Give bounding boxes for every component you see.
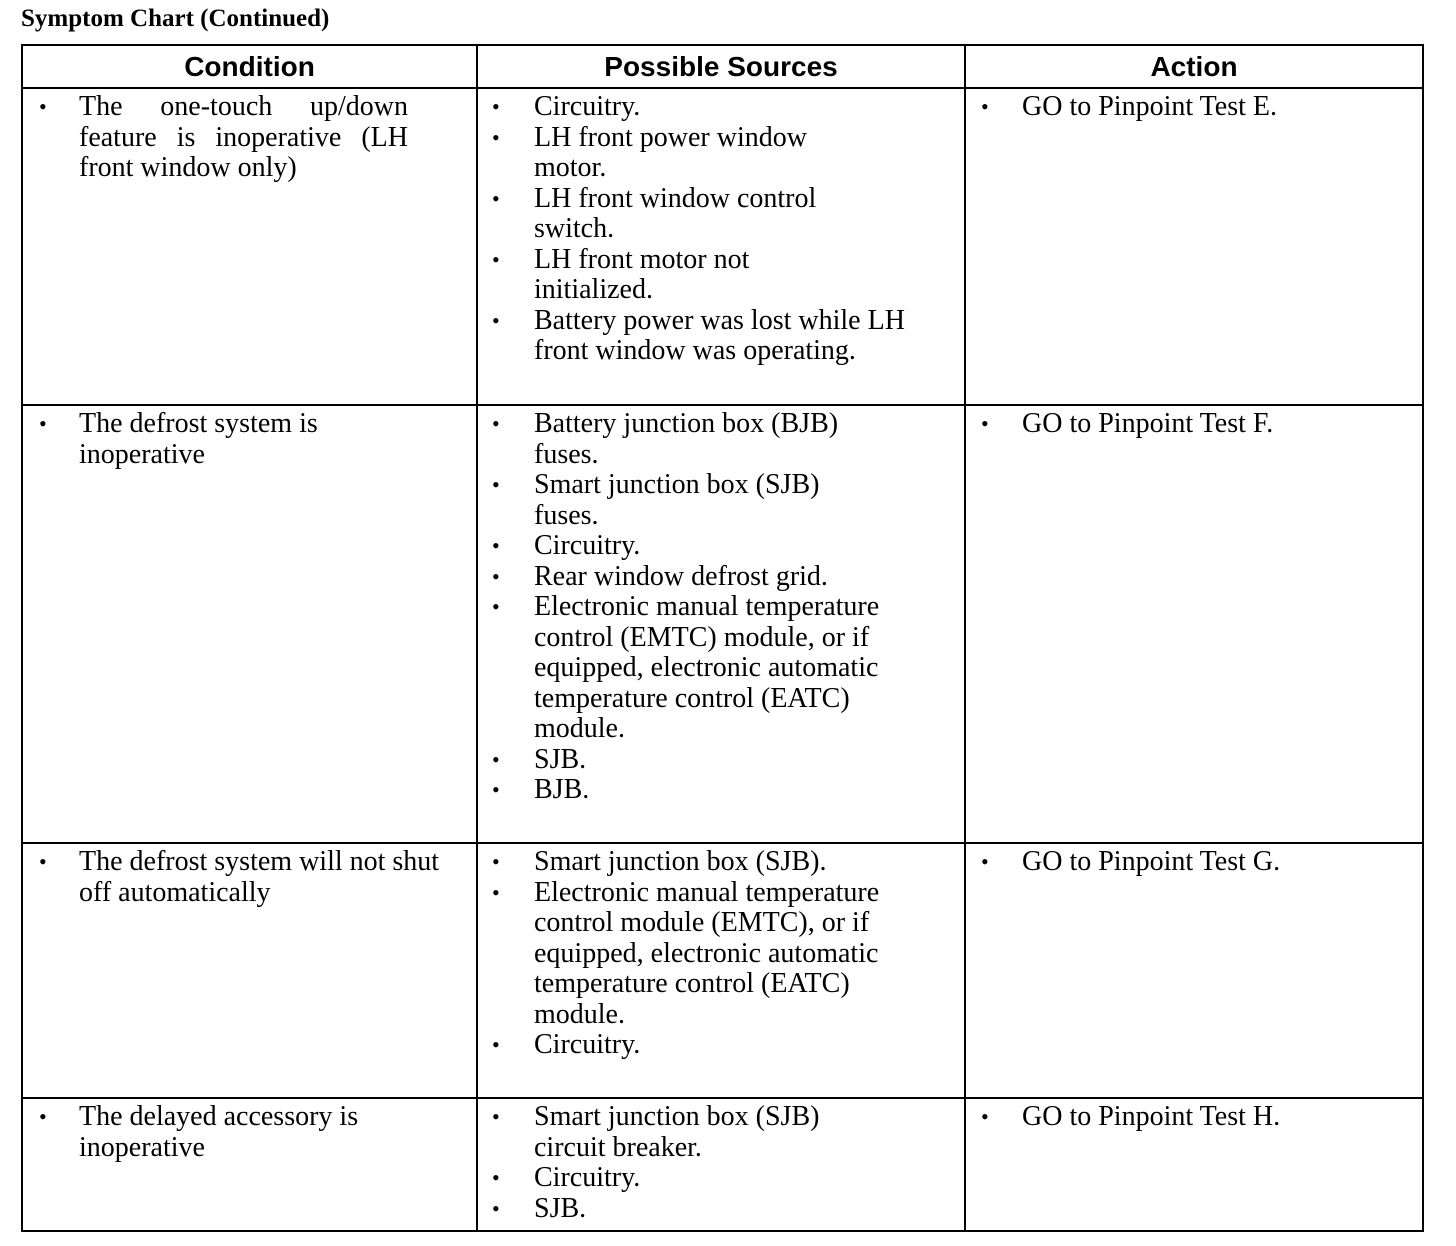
list-item bbox=[478, 531, 964, 562]
bullet-icon: • bbox=[39, 1104, 47, 1129]
bullet-icon: • bbox=[981, 1104, 989, 1129]
bullet-icon: • bbox=[492, 1165, 500, 1190]
bullet-icon: • bbox=[492, 185, 500, 211]
list-item bbox=[478, 745, 964, 776]
list-item bbox=[478, 1163, 964, 1194]
table-row bbox=[22, 1098, 1423, 1231]
condition-cell bbox=[22, 843, 477, 1098]
bullet-icon: • bbox=[492, 594, 500, 619]
bullet-icon: • bbox=[492, 849, 500, 874]
bullet-icon: • bbox=[981, 411, 989, 436]
bullet-icon: • bbox=[492, 1032, 500, 1057]
action-text: GO to Pinpoint Test F. bbox=[1022, 408, 1274, 439]
bullet-icon: • bbox=[492, 411, 500, 436]
action-text: GO to Pinpoint Test E. bbox=[1022, 91, 1277, 122]
table-row bbox=[22, 88, 1423, 405]
action-cell bbox=[965, 843, 1423, 1098]
list-item bbox=[478, 409, 964, 470]
action-text: GO to Pinpoint Test H. bbox=[1022, 1101, 1281, 1132]
source-text: Smart junction box (SJB). bbox=[534, 846, 827, 877]
bullet-icon: • bbox=[492, 1104, 500, 1129]
list-item bbox=[478, 306, 964, 367]
source-text: LH front motor not initialized. bbox=[534, 243, 750, 305]
bullet-icon: • bbox=[492, 563, 500, 589]
condition-cell bbox=[22, 1098, 477, 1231]
list-item bbox=[478, 878, 964, 1031]
list-item bbox=[23, 409, 476, 470]
list-item bbox=[478, 92, 964, 123]
chart-title: Symptom Chart (Continued) bbox=[21, 5, 330, 32]
table-row bbox=[22, 405, 1423, 843]
condition-cell bbox=[22, 405, 477, 843]
bullet-icon: • bbox=[492, 94, 500, 119]
source-text: SJB. bbox=[534, 1192, 587, 1224]
list-item bbox=[966, 1102, 1422, 1133]
sources-cell bbox=[477, 843, 965, 1098]
bullet-icon: • bbox=[981, 94, 989, 119]
list-item bbox=[478, 847, 964, 878]
source-text: SJB. bbox=[534, 743, 587, 775]
list-item bbox=[478, 775, 964, 806]
list-item bbox=[478, 1102, 964, 1163]
action-header: Action bbox=[965, 45, 1423, 88]
source-text: Smart junction box (SJB) fuses. bbox=[534, 469, 820, 531]
bullet-icon: • bbox=[39, 411, 47, 436]
bullet-icon: • bbox=[492, 472, 500, 497]
list-item bbox=[478, 1194, 964, 1225]
source-text: Battery power was lost while LH front window was operating. bbox=[534, 304, 905, 366]
source-text: Circuitry. bbox=[534, 1029, 641, 1060]
list-item bbox=[478, 245, 964, 306]
bullet-icon: • bbox=[492, 746, 500, 772]
action-cell bbox=[965, 1098, 1423, 1231]
source-text: Circuitry. bbox=[534, 530, 641, 561]
possible-sources-header: Possible Sources bbox=[477, 45, 965, 88]
header-row bbox=[22, 45, 1423, 88]
list-item bbox=[478, 562, 964, 593]
bullet-icon: • bbox=[492, 777, 500, 802]
source-text: BJB. bbox=[534, 774, 590, 805]
list-item bbox=[23, 847, 476, 908]
source-text: Smart junction box (SJB) circuit breaker. bbox=[534, 1101, 820, 1163]
source-text: Circuitry. bbox=[534, 1162, 641, 1193]
condition-text: The defrost system is inoperative bbox=[79, 408, 318, 470]
bullet-icon: • bbox=[39, 849, 47, 874]
condition-text: The delayed accessory is inoperative bbox=[79, 1101, 359, 1163]
list-item bbox=[478, 184, 964, 245]
action-cell bbox=[965, 405, 1423, 843]
bullet-icon: • bbox=[39, 94, 47, 119]
list-item bbox=[966, 847, 1422, 878]
action-text: GO to Pinpoint Test G. bbox=[1022, 846, 1281, 877]
bullet-icon: • bbox=[981, 849, 989, 874]
symptom-table bbox=[21, 44, 1424, 1232]
bullet-icon: • bbox=[492, 246, 500, 272]
source-text: LH front power window motor. bbox=[534, 121, 807, 183]
source-text: Rear window defrost grid. bbox=[534, 560, 828, 592]
bullet-icon: • bbox=[492, 124, 500, 150]
condition-header: Condition bbox=[22, 45, 477, 88]
sources-cell bbox=[477, 88, 965, 405]
list-item bbox=[478, 1030, 964, 1061]
list-item bbox=[966, 409, 1422, 440]
bullet-icon: • bbox=[492, 533, 500, 558]
source-text: Battery junction box (BJB) fuses. bbox=[534, 408, 839, 470]
list-item bbox=[23, 92, 476, 184]
bullet-icon: • bbox=[492, 307, 500, 333]
condition-text: The defrost system will not shut off automatically bbox=[79, 846, 440, 908]
table-row bbox=[22, 843, 1423, 1098]
action-cell bbox=[965, 88, 1423, 405]
list-item bbox=[966, 92, 1422, 123]
source-text: Circuitry. bbox=[534, 91, 641, 122]
condition-cell bbox=[22, 88, 477, 405]
bullet-icon: • bbox=[492, 1195, 500, 1221]
sources-cell bbox=[477, 1098, 965, 1231]
source-text: LH front window control switch. bbox=[534, 182, 817, 244]
source-text: Electronic manual temperature control (EMTC) module, or if equipped, electronic automatic temperature control (EATC) module. bbox=[534, 591, 880, 744]
list-item bbox=[23, 1102, 476, 1163]
list-item bbox=[478, 470, 964, 531]
list-item bbox=[478, 592, 964, 745]
list-item bbox=[478, 123, 964, 184]
sources-cell bbox=[477, 405, 965, 843]
bullet-icon: • bbox=[492, 879, 500, 905]
source-text: Electronic manual temperature control module (EMTC), or if equipped, electronic automatic temperature control (EATC) module. bbox=[534, 876, 880, 1030]
condition-text: The one-touch up/down feature is inoperative (LH front window only) bbox=[79, 91, 408, 183]
